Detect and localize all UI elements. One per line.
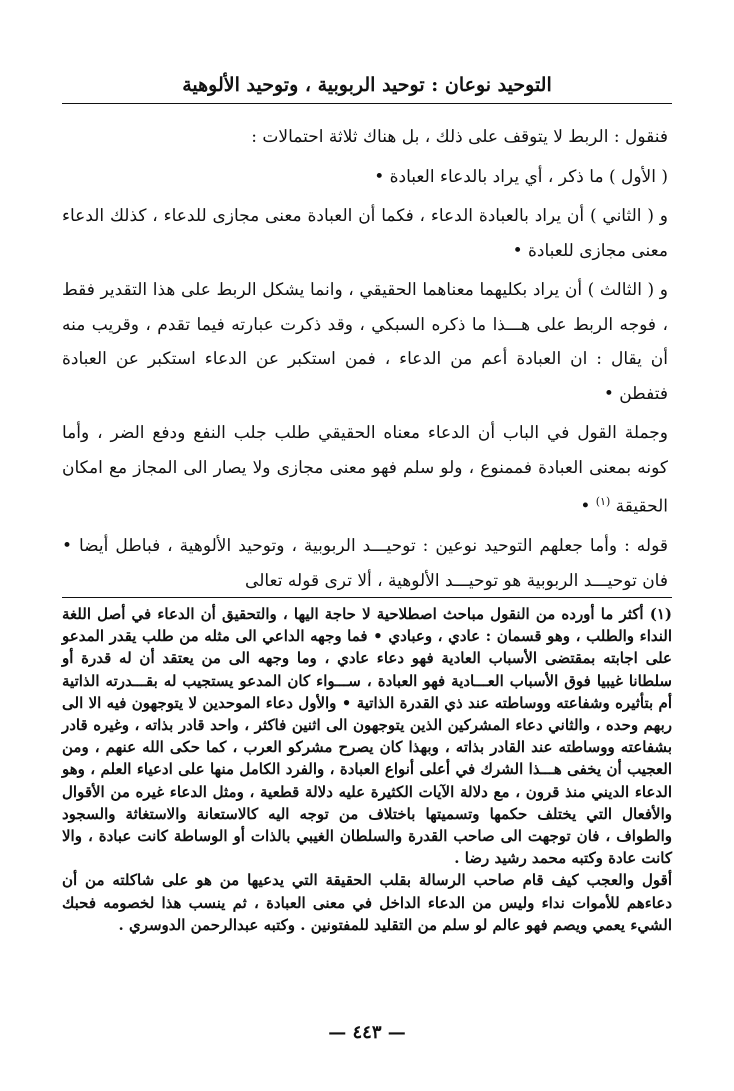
page-number: — ٤٤٣ — [328,1022,406,1043]
footnote: (١) أكثر ما أورده من النقول مباحث اصطلاحية لا حاجة اليها ، والتحقيق أن الدعاء في أصل اللغة النداء والطلب ، وهو قسمان : عادي ، وعبادي • فما وجهه الداعي الى مثله من طلب يقدر المدعو على اجابته بمقتضى الأسباب العادية فهو دعاء عادي ، وما وجهه الى من يعتقد أن له قدرة أو سلطانا غيبيا فوق الأسباب العـــادية فهو العبادة ، ســـواء كان المدعو يستجيب له بقـــدرته الذاتية أم بتأثيره وشفاعته ووساطته عند ذي القدرة الذاتية • والأول دعاء الموحدين لا يتوجهون فيه الا الى ربهم وحده ، والثاني دعاء المشركين الذين يتوجهون الى اثنين فاكثر ، واحد قادر بذاته ، وغيره قادر بشفاعته ووساطته عند القادر بذاته ، وبهذا كان يصرح مشركو العرب ، كما حكى الله عنهم ، ومن العجيب أن يخفى هـــذا الشرك في أعلى أنواع العبادة ، والفرد الكامل منها على ادعياء العلم ، وهو الدعاء الديني منذ قرون ، مع دلالة الآيات الكثيرة عليه دلالة قطعية ، ومثل الدعاء غيره من الأقوال والأفعال التي يختلف حكمها وتسميتها باختلاف من توجه اليه كالاستعانة والاستغاثة والسجود والطواف ، فان توجهت الى صاحب القدرة والسلطان الغيبي بالذات أو الوساطة كانت عبادة ، والا كانت عادة وكتبه محمد رشيد رضا . [62,605,672,868]
paragraph: و ( الثالث ) أن يراد بكليهما معناهما الحقيقي ، وانما يشكل الربط على هذا التقدير فقط ، فوجه الربط على هـــذا ما ذكره السبكي ، وقد ذكرت عبارته فيما تقدم ، وقريب منه أن يقال : ان العبادة أعم من الدعاء ، فمن استكبر عن الدعاء استكبر عن العبادة فتفطن • [62,280,668,404]
end-mark: • [580,496,591,517]
paragraph [62,416,668,524]
footnote-rule [62,597,672,598]
paragraph: فنقول : الربط لا يتوقف على ذلك ، بل هناك ثلاثة احتمالات : [251,127,668,147]
paragraph: قوله : وأما جعلهم التوحيد نوعين : توحيـــد الربوبية ، وتوحيد الألوهية ، فباطل أيضا • فان توحيـــد الربوبية هو توحيـــد الألوهية ، ألا ترى قوله تعالى [62,536,668,591]
running-header: التوحيد نوعان : توحيد الربوبية ، وتوحيد الألوهية [182,74,552,96]
paragraph: و ( الثاني ) أن يراد بالعبادة الدعاء ، فكما أن العبادة معنى مجازى للدعاء ، كذلك الدعاء معنى مجازى للعبادة • [62,206,668,261]
footnote: أقول والعجب كيف قام صاحب الرسالة بقلب الحقيقة التي يدعيها من هو على شاكلته من أن دعاءهم للأموات نداء وليس من الدعاء الداخل في معنى العبادة ، ثم ينسب هذا لخصومه فحبك الشيء يعمي ويصم فهو عالم لو سلم من التقليد للمفتونين . وكتبه عبدالرحمن الدوسري . [62,871,672,934]
main-text [62,120,668,603]
paragraph-text: وجملة القول في الباب أن الدعاء معناه الحقيقي طلب جلب النفع ودفع الضر ، وأما كونه بمعنى العبادة فممنوع ، ولو سلم فهو معنى مجازى ولا يصار الى المجاز مع امكان الحقيقة [62,423,668,517]
footnote-reference[interactable]: (١) [595,495,611,508]
header-rule [62,103,672,104]
paragraph: ( الأول ) ما ذكر ، أي يراد بالدعاء العبادة • [374,166,668,187]
footnotes [62,603,672,936]
